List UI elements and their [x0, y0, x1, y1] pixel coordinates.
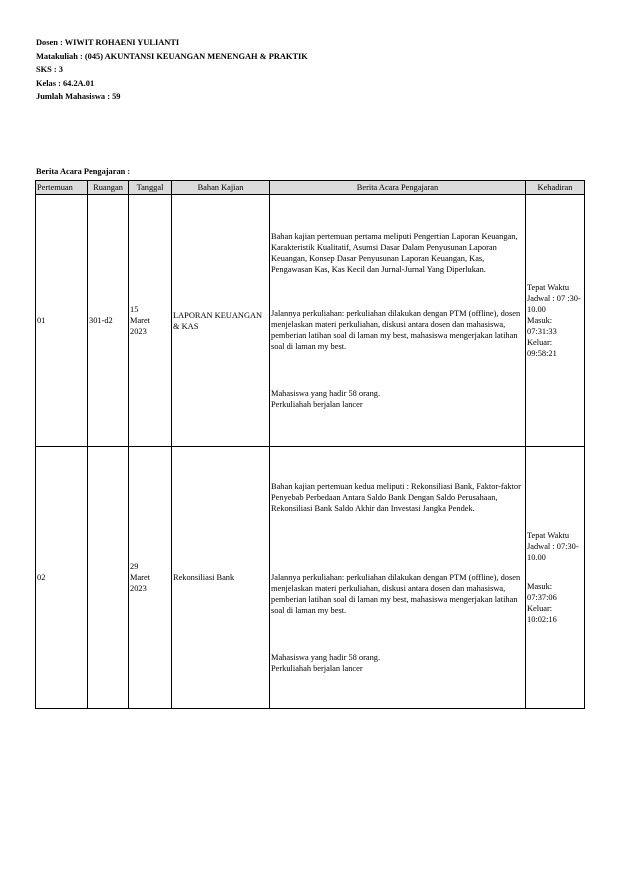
ruangan-cell: 301-d2: [88, 195, 129, 447]
pertemuan-cell: 01: [36, 195, 88, 447]
column-header-kehadiran: Kehadiran: [526, 181, 585, 195]
bahan-kajian-cell: Rekonsiliasi Bank: [172, 447, 270, 709]
tanggal-year: 2023: [130, 584, 147, 593]
attendance-count-line: Mahasiswa yang hadir 58 orang.: [271, 389, 381, 398]
column-header-bahan-kajian: Bahan Kajian: [172, 181, 270, 195]
kelas-line: Kelas : 64.2A.01: [36, 78, 95, 88]
tanggal-day: 15: [130, 305, 139, 314]
status-line: Perkuliahah berjalan lancer: [271, 664, 363, 673]
course-header: [36, 36, 308, 104]
column-header-tanggal: Tanggal: [129, 181, 172, 195]
column-header-berita-acara: Berita Acara Pengajaran: [270, 181, 526, 195]
column-header-pertemuan: Pertemuan: [36, 181, 88, 195]
column-header-ruangan: Ruangan: [88, 181, 129, 195]
tanggal-day: 29: [130, 562, 139, 571]
attendance-count-line: Mahasiswa yang hadir 58 orang.: [271, 653, 381, 662]
table-row: [36, 447, 585, 709]
attendance-check-in: Masuk: 07:37:06: [527, 582, 557, 602]
tanggal-cell: [129, 195, 172, 447]
teaching-report-table: [35, 180, 585, 709]
kehadiran-cell: [526, 447, 585, 709]
status-line: Perkuliahah berjalan lancer: [271, 400, 363, 409]
jalannya-perkuliahan-paragraph: Jalannya perkuliahan: perkuliahan dilakukan dengan PTM (offline), dosen menjelaskan materi perkuliahan, diskusi antara dosen dan mahasiswa, pemberian latihan soal di laman my best, mahasiswa mengerjakan latihan soal di laman my best.: [271, 573, 521, 615]
berita-acara-cell: [270, 447, 526, 709]
attendance-status: Tepat Waktu: [527, 283, 570, 292]
table-header-row: [36, 181, 585, 195]
attendance-schedule: Jadwal : 07 :30-10.00: [527, 294, 581, 314]
pertemuan-cell: 02: [36, 447, 88, 709]
attendance-check-out: Keluar: 09:58:21: [527, 338, 557, 358]
attendance-schedule: Jadwal : 07:30-10.00: [527, 542, 579, 562]
section-title: Berita Acara Pengajaran :: [36, 167, 131, 176]
berita-acara-cell: [270, 195, 526, 447]
bahan-kajian-paragraph: Bahan kajian pertemuan pertama meliputi Pengertian Laporan Keuangan, Karakteristik Kualitatif, Asumsi Dasar Dalam Penyusunan Laporan Keuangan, Konsep Dasar Penyusunan Laporan Keuangan, Kas, Pengawasan Kas, Kas Kecil dan Jurnal-Jurnal Yang Diperlukan.: [271, 232, 518, 274]
tanggal-month: Maret: [130, 316, 150, 325]
attendance-status: Tepat Waktu: [527, 531, 570, 540]
jumlah-mahasiswa-line: Jumlah Mahasiswa : 59: [36, 92, 121, 102]
tanggal-year: 2023: [130, 327, 147, 336]
matakuliah-line: Matakuliah : (045) AKUNTANSI KEUANGAN MENENGAH & PRAKTIK: [36, 51, 308, 61]
jalannya-perkuliahan-paragraph: Jalannya perkuliahan: perkuliahan dilakukan dengan PTM (offline), dosen menjelaskan materi perkuliahan, diskusi antara dosen dan mahasiswa, pemberian latihan soal di laman my best, mahasiswa mengerjakan latihan soal di laman my best.: [271, 309, 521, 351]
attendance-check-in: Masuk: 07:31:33: [527, 316, 557, 336]
sks-line: SKS : 3: [36, 65, 63, 75]
tanggal-cell: [129, 447, 172, 709]
tanggal-month: Maret: [130, 573, 150, 582]
ruangan-cell: [88, 447, 129, 709]
attendance-check-out: Keluar: 10:02:16: [527, 604, 557, 624]
bahan-kajian-cell: LAPORAN KEUANGAN & KAS: [172, 195, 270, 447]
table-row: [36, 195, 585, 447]
dosen-line: Dosen : WIWIT ROHAENI YULIANTI: [36, 38, 180, 47]
bahan-kajian-paragraph: Bahan kajian pertemuan kedua meliputi : Rekonsiliasi Bank, Faktor-faktor Penyebab Perbedaan Antara Saldo Bank Dengan Saldo Perusahaan, Rekonsiliasi Bank Saldo Akhir dan Investasi Jangka Pendek.: [271, 482, 521, 513]
kehadiran-cell: [526, 195, 585, 447]
